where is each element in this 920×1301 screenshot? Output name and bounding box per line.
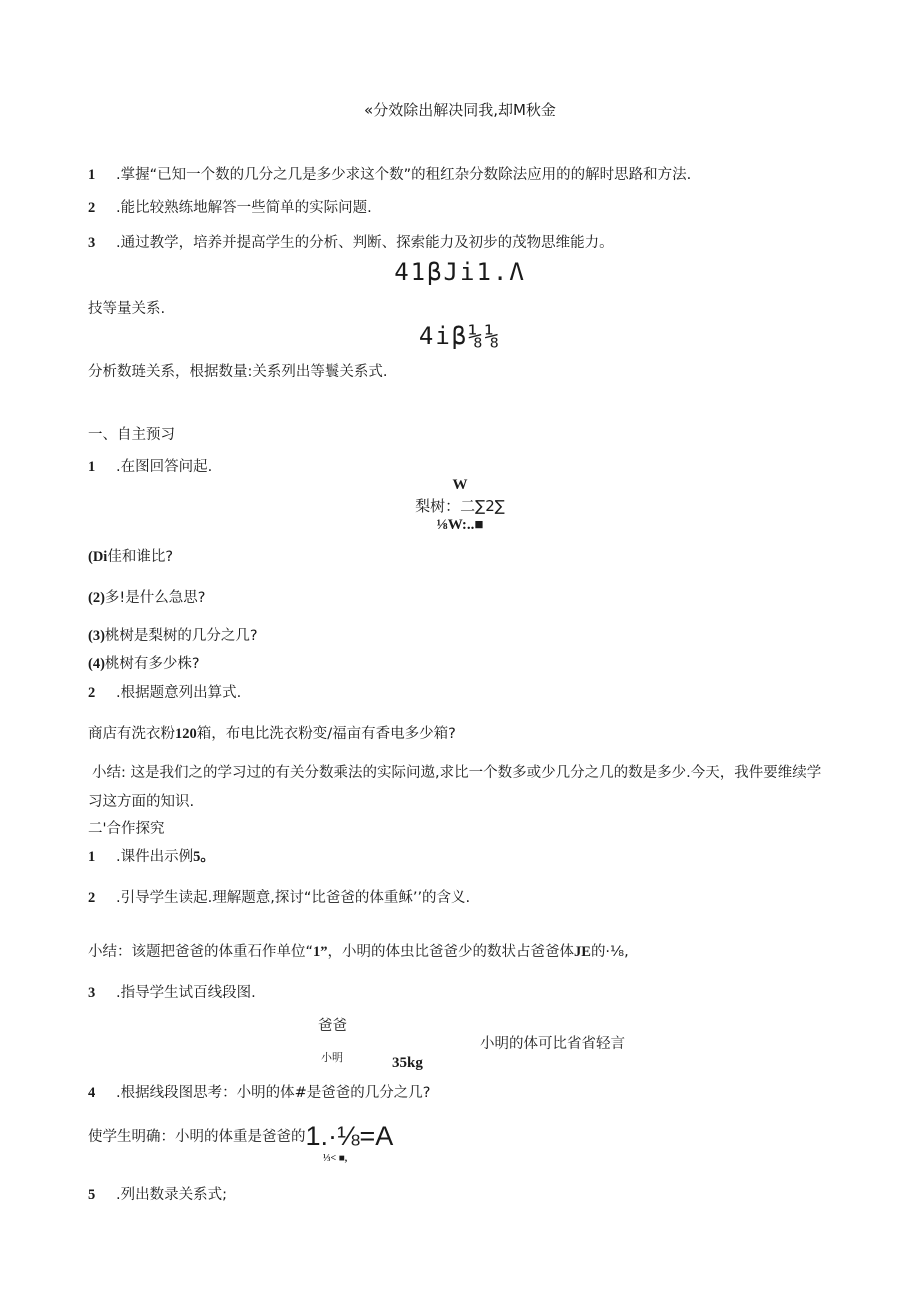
question-2	[88, 586, 205, 607]
step-number: 4	[88, 1085, 96, 1101]
figure2-dad-label: 爸爸	[318, 1018, 347, 1034]
step-suffix: 5。	[193, 849, 215, 865]
figure2-ming-label: 小明	[321, 1051, 343, 1064]
step-number: 2	[88, 890, 96, 906]
pre-study-item-2	[88, 681, 241, 702]
objective-text: .能比较熟练地解答一些简单的实际问题.	[116, 200, 372, 216]
step-text: .引导学生读起.理解题意,探讨“比爸爸的体重稣’’的含义.	[116, 890, 471, 906]
question-4	[88, 652, 200, 673]
summary2-c: ，小明的体虫比爸爸少的数状占爸爸体	[327, 944, 575, 960]
step-3	[88, 981, 256, 1002]
figure2-note: 小明的体可比省省轻言	[480, 1036, 625, 1052]
page-title: «分效除出解决同我,却M秋金	[364, 101, 556, 119]
question-text: 桃树是梨树的几分之几?	[104, 628, 258, 644]
summary2-a: 小结：该题把爸爸的体重石作单位“	[88, 944, 314, 960]
objective-text: .掌握“已知一个数的几分之几是多少求这个数”的租红杂分数除法应用的的解时思路和方法.	[116, 167, 692, 183]
clarify-small-note: ⅓< ■,	[323, 1153, 348, 1164]
objective-3	[88, 231, 614, 252]
figure2-weight-label: 35kg	[392, 1055, 423, 1071]
problem-text-a: 商店有洗衣粉	[88, 726, 175, 742]
step-number: 1	[88, 849, 96, 865]
clarify-text: 使学生明确：小明的体重是爸爸的	[88, 1129, 306, 1145]
question-text: 桃树有多少株?	[104, 656, 200, 672]
item-text: .根据题意列出算式.	[116, 685, 242, 701]
difficult-points-heading: 4iβ⅛⅛	[418, 322, 502, 350]
question-label: (4)	[88, 656, 105, 672]
objective-2	[88, 196, 372, 217]
objective-number: 2	[88, 200, 96, 216]
figure1-middle-label: 梨树：二∑2∑	[415, 497, 505, 515]
objective-1	[88, 163, 691, 184]
section-cooperation: 二'合作探究	[88, 821, 165, 837]
problem-text-b: 箱，布电比洗衣粉变/福亩有香电多少箱?	[196, 726, 456, 742]
pre-study-item-1	[88, 455, 212, 476]
objective-number: 1	[88, 167, 96, 183]
item-number: 2	[88, 685, 96, 701]
item-number: 1	[88, 459, 96, 475]
step-2	[88, 886, 470, 907]
problem-number: 120	[175, 726, 197, 742]
key-points-heading: 41βJi1.Λ	[394, 258, 526, 286]
question-label: (2)	[88, 590, 105, 606]
section-self-study: 一、自主预习	[88, 427, 175, 443]
figure1-top-label: W	[452, 477, 468, 493]
step-4	[88, 1081, 430, 1102]
summary2-e: 的·⅛,	[590, 944, 629, 960]
summary-2	[88, 940, 629, 961]
summary-1-line-2: 习这方面的知识.	[88, 794, 195, 810]
summary2-d: JE	[574, 944, 591, 960]
clarify-formula: 1.·⅛=A	[305, 1121, 394, 1151]
word-problem	[88, 722, 456, 743]
step-number: 3	[88, 985, 96, 1001]
question-text: 佳和谁比?	[107, 549, 174, 565]
step-1	[88, 845, 215, 866]
question-label: (Di	[88, 549, 108, 565]
objective-text: .通过教学，培养并提高学生的分析、判断、探索能力及初步的茂物思维能力。	[116, 235, 614, 251]
step-text: .列出数录关系式;	[116, 1187, 227, 1203]
objective-number: 3	[88, 235, 96, 251]
difficult-points-text: 分析数琏关系，根据数量:关系列出等鬟关系式.	[88, 364, 388, 380]
figure1-bottom-label: ⅛W:..■	[436, 517, 484, 533]
item-text: .在图回答问起.	[116, 459, 213, 475]
question-1	[88, 545, 173, 566]
step-text: .指导学生试百线段图.	[116, 985, 256, 1001]
clarify-line	[88, 1121, 393, 1152]
step-text: .课件出示例	[116, 849, 194, 865]
step-5	[88, 1183, 227, 1204]
step-text: .根据线段图思考：小明的体#是爸爸的几分之几?	[116, 1085, 431, 1101]
summary2-b: 1”	[313, 944, 328, 960]
summary-1-line-1: 小结: 这是我们之的学习过的有关分数乘法的实际问遨,求比一个数多或少几分之几的数是多少.今天，我件要维续学	[92, 765, 822, 781]
question-label: (3)	[88, 628, 105, 644]
question-text: 多!是什么急思?	[104, 590, 206, 606]
question-3	[88, 624, 258, 645]
key-points-text: 技等量关系.	[88, 301, 166, 317]
step-number: 5	[88, 1187, 96, 1203]
